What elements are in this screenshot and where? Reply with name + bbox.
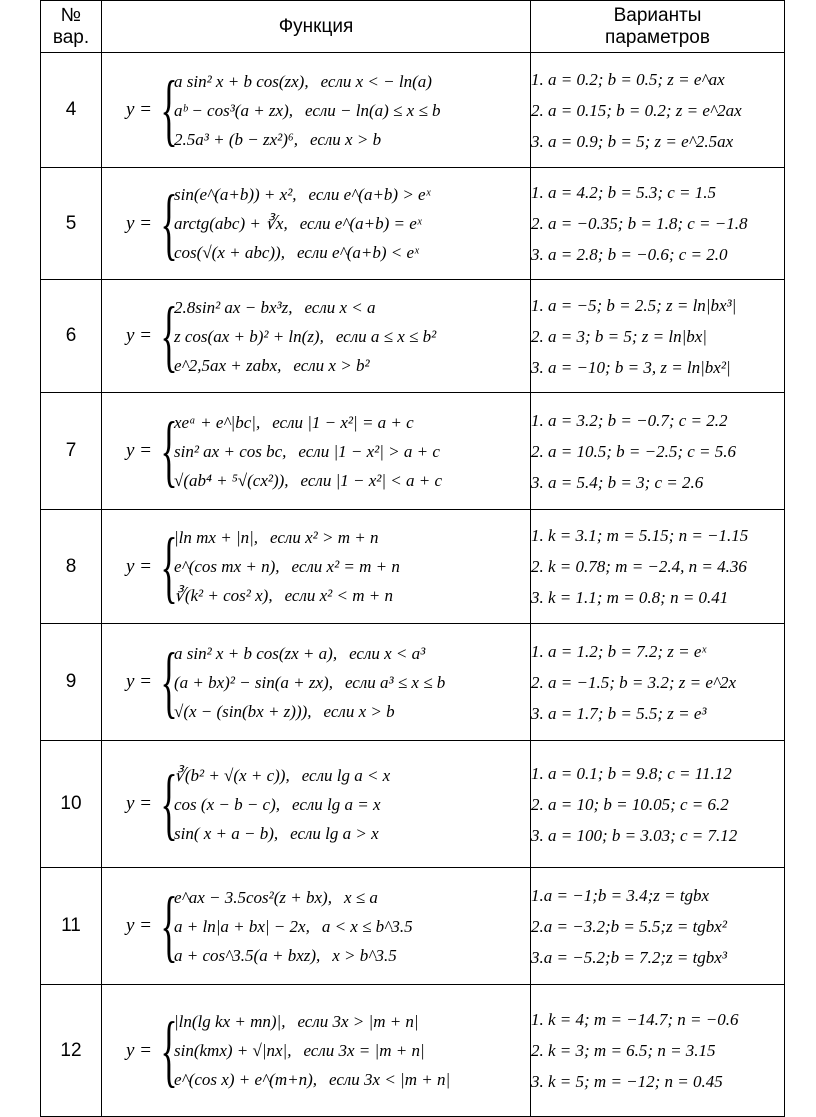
param-variant: 2. a = −0.35; b = 1.8; c = −1.8	[531, 214, 748, 233]
table-row	[41, 393, 785, 510]
params-cell	[531, 393, 785, 510]
header-params	[531, 1, 785, 53]
piecewise-case	[174, 668, 445, 697]
param-variant: 1. a = 0.1; b = 9.8; c = 11.12	[531, 763, 732, 783]
case-expression: (a + bx)² − sin(a + zx),	[174, 672, 333, 692]
case-expression: arctg(abc) + ∛x,	[174, 214, 288, 233]
params-cell	[531, 741, 785, 868]
function-y-label: y =	[125, 1039, 152, 1061]
piecewise-case	[174, 761, 390, 790]
piecewise-case	[174, 125, 441, 154]
variant-number: 5	[41, 168, 102, 280]
header-params-line1: Варианты	[613, 4, 702, 26]
params-cell	[531, 985, 785, 1117]
function-cell	[102, 985, 531, 1117]
param-variant: 3. k = 5; m = −12; n = 0.45	[531, 1072, 723, 1091]
case-expression: a + ln|a + bx| − 2x,	[174, 916, 310, 936]
case-condition: если x < a	[304, 297, 376, 317]
case-condition: если 3x < |m + n|	[329, 1070, 451, 1089]
piecewise-case	[174, 912, 413, 941]
piecewise-case	[174, 96, 441, 125]
function-cell	[102, 280, 531, 393]
case-condition: a < x ≤ b^3.5	[321, 916, 413, 936]
header-number	[41, 1, 102, 53]
param-variant: 2. a = 3; b = 5; z = ln|bx|	[531, 326, 707, 346]
case-condition: если a³ ≤ x ≤ b	[344, 672, 446, 692]
header-number-line2: вар.	[52, 26, 90, 48]
param-variant: 2. k = 3; m = 6.5; n = 3.15	[531, 1041, 716, 1060]
case-expression: e^ax − 3.5cos²(z + bx),	[174, 887, 332, 907]
table-row	[41, 168, 785, 280]
piecewise-case	[174, 639, 445, 668]
params-cell	[531, 280, 785, 393]
table-row	[41, 985, 785, 1117]
function-y-label: y =	[125, 555, 152, 577]
case-condition: если x < − ln(a)	[320, 71, 432, 91]
param-variant: 3. k = 1.1; m = 0.8; n = 0.41	[531, 588, 729, 607]
piecewise-case	[174, 819, 390, 848]
piecewise-case	[174, 697, 445, 726]
param-variant: 1. a = 4.2; b = 5.3; c = 1.5	[531, 183, 717, 202]
function-y-label: y =	[125, 671, 152, 692]
table-row	[41, 624, 785, 741]
params-cell	[531, 168, 785, 280]
case-expression: 2.8sin² ax − bx³z,	[174, 297, 293, 317]
function-formula	[102, 883, 530, 970]
case-expression: cos(√(x + abc)),	[174, 243, 285, 262]
case-condition: если lg a < x	[301, 765, 391, 785]
param-variant: 1. k = 4; m = −14.7; n = −0.6	[531, 1010, 739, 1029]
table-row	[41, 510, 785, 624]
function-cell	[102, 741, 531, 868]
left-brace-icon: {	[160, 760, 178, 848]
piecewise-cases	[174, 883, 413, 970]
param-variant: 2. a = 10; b = 10.05; c = 6.2	[531, 794, 729, 814]
case-condition: если lg a > x	[290, 823, 379, 843]
param-variant: 3. a = 2.8; b = −0.6; c = 2.0	[531, 245, 728, 264]
case-condition: если x > b²	[293, 355, 370, 375]
case-condition: x ≤ a	[343, 887, 378, 907]
param-variant: 3. a = 0.9; b = 5; z = e^2.5ax	[531, 131, 734, 151]
case-expression: ∛(k² + cos² x),	[174, 586, 273, 605]
piecewise-case	[174, 941, 413, 970]
function-cell	[102, 393, 531, 510]
left-brace-icon: {	[160, 292, 178, 380]
piecewise-case	[174, 67, 441, 96]
case-expression: cos (x − b − c),	[174, 794, 281, 814]
variant-number: 10	[41, 741, 102, 868]
piecewise-cases	[174, 408, 442, 495]
param-variant: 1. a = 1.2; b = 7.2; z = eˣ	[531, 641, 707, 661]
param-variant: 1. a = 3.2; b = −0.7; c = 2.2	[531, 410, 728, 430]
piecewise-cases	[174, 180, 430, 267]
case-expression: √(x − (sin(bx + z))),	[174, 701, 312, 721]
function-cell	[102, 168, 531, 280]
case-expression: sin( x + a − b),	[174, 823, 279, 843]
param-variant: 3.a = −5.2;b = 7.2;z = tgbx³	[531, 947, 727, 967]
case-condition: если x² < m + n	[284, 586, 393, 605]
case-condition: если − ln(a) ≤ x ≤ b	[305, 100, 441, 120]
case-condition: если 3x = |m + n|	[303, 1041, 425, 1060]
table-row	[41, 741, 785, 868]
param-variant: 1. a = 0.2; b = 0.5; z = e^ax	[531, 69, 725, 89]
param-variant: 2. k = 0.78; m = −2.4, n = 4.36	[531, 557, 747, 576]
case-expression: |ln(lg kx + mn)|,	[174, 1012, 286, 1031]
function-y-label: y =	[125, 793, 152, 814]
function-y-label: y =	[125, 325, 152, 346]
piecewise-cases	[174, 1007, 450, 1094]
function-y-label: y =	[125, 440, 152, 461]
param-variant: 2. a = 10.5; b = −2.5; c = 5.6	[531, 441, 737, 461]
case-expression: ∛(b² + √(x + c)),	[174, 765, 290, 785]
case-condition: если x < a³	[349, 643, 426, 663]
header-number-line1: №	[60, 4, 82, 26]
piecewise-case	[174, 1007, 450, 1036]
left-brace-icon: {	[160, 179, 178, 268]
piecewise-case	[174, 209, 430, 238]
case-expression: a + cos^3.5(a + bxz),	[174, 945, 321, 965]
param-variant: 2. a = 0.15; b = 0.2; z = e^2ax	[531, 100, 742, 120]
header-row	[41, 1, 785, 53]
variant-number: 12	[41, 985, 102, 1117]
function-formula	[102, 67, 530, 154]
param-variant: 3. a = −10; b = 3, z = ln|bx²|	[531, 357, 731, 377]
left-brace-icon: {	[160, 522, 178, 611]
piecewise-case	[174, 552, 400, 581]
variant-number: 4	[41, 53, 102, 168]
piecewise-case	[174, 408, 442, 437]
function-formula	[102, 293, 530, 380]
piecewise-case	[174, 180, 430, 209]
case-condition: если e^(a+b) = eˣ	[299, 214, 422, 233]
function-formula	[102, 408, 530, 495]
case-expression: e^(cos mx + n),	[174, 557, 280, 576]
case-expression: aᵇ − cos³(a + zx),	[174, 100, 294, 120]
piecewise-case	[174, 293, 436, 322]
param-variant: 1.a = −1;b = 3.4;z = tgbx	[531, 885, 710, 905]
function-cell	[102, 510, 531, 624]
left-brace-icon: {	[160, 1006, 178, 1095]
table-body	[41, 53, 785, 1117]
case-expression: sin(kmx) + √|nx|,	[174, 1041, 292, 1060]
params-cell	[531, 53, 785, 168]
function-y-label: y =	[125, 915, 152, 936]
header-params-line2: параметров	[605, 26, 710, 48]
piecewise-case	[174, 883, 413, 912]
case-expression: √(ab⁴ + ⁵√(cx²)),	[174, 470, 289, 490]
case-condition: если x > b	[323, 701, 395, 721]
table-row	[41, 280, 785, 393]
param-variant: 3. a = 5.4; b = 3; c = 2.6	[531, 472, 704, 492]
table-row	[41, 868, 785, 985]
params-cell	[531, 510, 785, 624]
function-formula	[102, 761, 530, 848]
piecewise-case	[174, 790, 390, 819]
function-formula	[102, 1007, 530, 1094]
function-formula	[102, 523, 530, 610]
left-brace-icon: {	[160, 638, 178, 726]
case-expression: sin(e^(a+b)) + x²,	[174, 185, 297, 204]
left-brace-icon: {	[160, 66, 178, 154]
case-condition: если |1 − x²| > a + c	[298, 441, 440, 461]
case-condition: если lg a = x	[292, 794, 381, 814]
case-condition: если x > b	[310, 129, 382, 149]
piecewise-cases	[174, 67, 441, 154]
case-condition: x > b^3.5	[332, 945, 397, 965]
piecewise-cases	[174, 523, 400, 610]
table-row	[41, 53, 785, 168]
variant-number: 9	[41, 624, 102, 741]
piecewise-case	[174, 322, 436, 351]
case-expression: e^(cos x) + e^(m+n),	[174, 1070, 318, 1089]
case-condition: если |1 − x²| = a + c	[272, 412, 414, 432]
header-function: Функция	[102, 1, 531, 53]
variant-number: 8	[41, 510, 102, 624]
param-variant: 3. a = 100; b = 3.03; c = 7.12	[531, 825, 738, 845]
function-cell	[102, 53, 531, 168]
case-expression: e^2,5ax + zabx,	[174, 355, 282, 375]
case-expression: a sin² x + b cos(zx + a),	[174, 643, 338, 663]
variant-number: 11	[41, 868, 102, 985]
case-expression: a sin² x + b cos(zx),	[174, 71, 309, 91]
piecewise-cases	[174, 293, 436, 380]
function-y-label: y =	[125, 212, 152, 234]
case-expression: z cos(ax + b)² + ln(z),	[174, 326, 324, 346]
function-formula	[102, 180, 530, 267]
case-condition: если x² = m + n	[291, 557, 400, 576]
variants-table	[40, 0, 785, 1117]
piecewise-case	[174, 437, 442, 466]
variant-number: 7	[41, 393, 102, 510]
param-variant: 2.a = −3.2;b = 5.5;z = tgbx²	[531, 916, 727, 936]
piecewise-cases	[174, 639, 445, 726]
case-condition: если x² > m + n	[270, 528, 379, 547]
case-condition: если |1 − x²| < a + c	[300, 470, 443, 490]
piecewise-case	[174, 523, 400, 552]
left-brace-icon: {	[160, 407, 178, 495]
case-condition: если e^(a+b) < eˣ	[296, 243, 419, 262]
params-cell	[531, 868, 785, 985]
function-cell	[102, 868, 531, 985]
param-variant: 2. a = −1.5; b = 3.2; z = e^2x	[531, 672, 737, 692]
case-expression: 2.5a³ + (b − zx²)⁶,	[174, 129, 299, 149]
case-expression: xeᵃ + e^|bc|,	[174, 412, 261, 432]
param-variant: 3. a = 1.7; b = 5.5; z = e³	[531, 703, 707, 723]
param-variant: 1. a = −5; b = 2.5; z = ln|bx³|	[531, 295, 737, 315]
piecewise-case	[174, 581, 400, 610]
case-condition: если e^(a+b) > eˣ	[308, 185, 431, 204]
piecewise-cases	[174, 761, 390, 848]
function-cell	[102, 624, 531, 741]
piecewise-case	[174, 351, 436, 380]
case-expression: sin² ax + cos bc,	[174, 441, 287, 461]
param-variant: 1. k = 3.1; m = 5.15; n = −1.15	[531, 526, 749, 545]
case-expression: |ln mx + |n|,	[174, 528, 259, 547]
piecewise-case	[174, 466, 442, 495]
piecewise-case	[174, 1036, 450, 1065]
params-cell	[531, 624, 785, 741]
left-brace-icon: {	[160, 882, 178, 970]
function-formula	[102, 639, 530, 726]
piecewise-case	[174, 238, 430, 267]
function-y-label: y =	[125, 99, 152, 120]
case-condition: если a ≤ x ≤ b²	[335, 326, 437, 346]
variant-number: 6	[41, 280, 102, 393]
case-condition: если 3x > |m + n|	[297, 1012, 419, 1031]
